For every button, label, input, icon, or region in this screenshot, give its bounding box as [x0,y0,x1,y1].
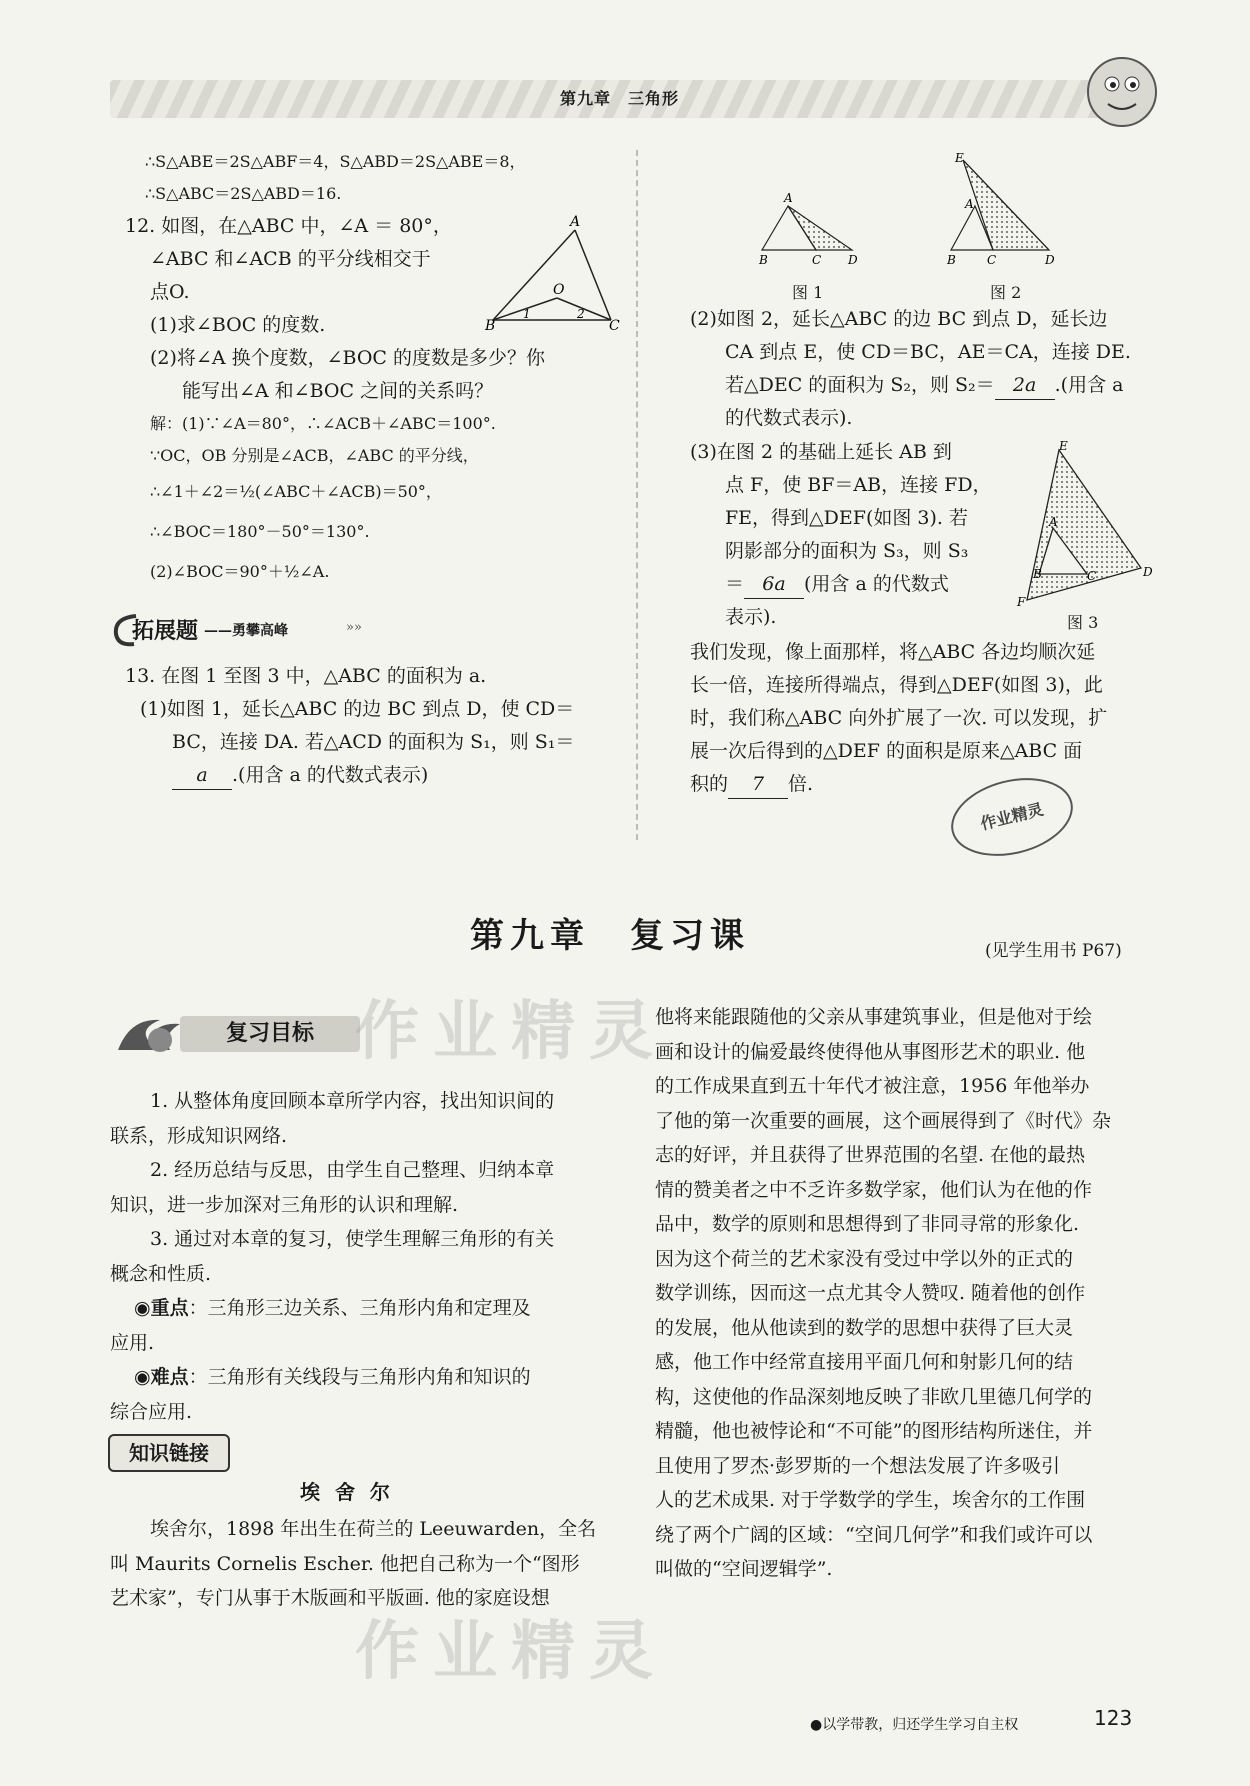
review-goals-list [110,1084,610,1429]
answer-line [690,770,813,799]
text-line: 的代数式表示). [725,407,853,429]
escher-text-right [655,1000,1155,1587]
column-divider [636,150,638,840]
svg-text:C: C [609,318,620,334]
svg-text:C: C [987,253,997,267]
chevrons-icon: »» [346,620,362,635]
svg-text:2: 2 [577,307,585,321]
svg-text:D: D [848,253,858,267]
figure-2-caption: 图 2 [990,283,1022,302]
text-line: 艺术家”，专门从事于木版画和平版画. 他的家庭设想 [110,1587,550,1609]
text-line: ∴S△ABE＝2S△ABF＝4，S△ABD＝2S△ABE＝8， [145,152,526,171]
text-line: 人的艺术成果. 对于学数学的学生，埃舍尔的工作围 [655,1489,1086,1511]
text-line: 积的 [690,773,729,795]
text-line: ∴S△ABC＝2S△ABD＝16. [145,184,342,203]
text-line: 的工作成果直到五十年代才被注意，1956 年他举办 [655,1075,1090,1097]
svg-text:C: C [1087,569,1097,583]
text-line: (3)在图 2 的基础上延长 AB 到 [690,441,952,463]
text-line: 展一次后得到的△DEF 的面积是原来△ABC 面 [690,740,1083,762]
text-line: 点 F，使 BF＝AB，连接 FD， [725,474,992,496]
figure-2 [945,150,1065,275]
text-line: 叫 Maurits Cornelis Escher. 他把自己称为一个“图形 [110,1552,580,1575]
extension-title: 拓展题 [132,619,199,644]
watermark: 作业精灵 [355,1614,667,1689]
text-line: 若△DEC 的面积为 S₂，则 S₂＝ [725,374,995,396]
svg-text:B: B [759,253,768,267]
text-line: .(用含 a [1054,374,1124,396]
figure-1-caption: 图 1 [792,283,824,302]
svg-text:D: D [1143,565,1153,579]
svg-text:E: E [1059,439,1068,453]
answer-blank: 6a [744,570,804,599]
text-line: (用含 a 的代数式 [804,573,949,595]
text-line: 感，他工作中经常直接用平面几何和射影几何的结 [655,1351,1074,1373]
text-line: ∠ABC 和∠ACB 的平分线相交于 [150,248,431,270]
text-line: BC，连接 DA. 若△ACD 的面积为 S₁，则 S₁＝ [172,731,575,753]
svg-text:F: F [1017,595,1026,609]
solution-line: 解：(1)∵∠A＝80°，∴∠ACB＋∠ABC＝100°. [150,414,496,433]
goal-item: 2. 经历总结与反思，由学生自己整理、归纳本章 [150,1159,555,1181]
text-line: 且使用了罗杰·彭罗斯的一个想法发展了许多吸引 [655,1454,1061,1477]
review-goals-banner [110,1010,360,1056]
student-book-ref: (见学生用书 P67) [985,941,1122,961]
goals-label: 复习目标 [180,1016,360,1052]
difficulty-text: ：三角形有关线段与三角形内角和知识的 [188,1366,531,1388]
text-line: 埃舍尔，1898 年出生在荷兰的 Leeuwarden，全名 [150,1518,597,1540]
extension-subtitle: ——勇攀高峰 [204,623,288,639]
answer-line [725,371,1123,400]
text-line: ＝ [725,573,745,595]
key-point-label: ◉重点 [134,1297,189,1319]
figure-3 [1015,439,1153,610]
text-line: 表示). [725,606,777,628]
figure-3-caption: 图 3 [1067,613,1099,632]
text-line: 倍. [788,773,814,795]
text-line: 长一倍，连接所得端点，得到△DEF(如图 3)，此 [690,674,1103,696]
text-line: 绕了两个广阔的区域：“空间几何学”和我们或许可以 [655,1523,1093,1546]
text-line: 数学训练，因而这一点尤其令人赞叹. 随着他的创作 [655,1282,1086,1304]
text-line: (2)如图 2，延长△ABC 的边 BC 到点 D，延长边 [690,308,1108,330]
question-12: 12. 如图，在△ABC 中，∠A ＝ 80°， [125,215,452,237]
text-line: .(用含 a 的代数式表示) [232,764,429,786]
review-title: 第九章 复习课 [470,916,750,956]
text-line: 品中，数学的原则和思想得到了非同寻常的形象化. [655,1213,1080,1235]
svg-text:B: B [947,253,956,267]
text-line: 阴影部分的面积为 S₃，则 S₃ [725,540,969,562]
extension-banner [106,610,386,650]
svg-text:C: C [812,253,822,267]
goal-item: 3. 通过对本章的复习，使学生理解三角形的有关 [150,1228,555,1250]
mascot-icon [1082,50,1162,130]
svg-text:B: B [485,318,496,334]
text-line: (1)求∠BOC 的度数. [150,314,326,336]
goal-item: 概念和性质. [110,1262,212,1285]
text-line: 时，我们称△ABC 向外扩展了一次. 可以发现，扩 [690,707,1108,729]
text-line: 我们发现，像上面那样，将△ABC 各边均顺次延 [690,641,1096,663]
knowledge-link-label: 知识链接 [108,1434,230,1472]
difficulty-label: ◉难点 [134,1366,189,1388]
solution-line: ∵OC，OB 分别是∠ACB，∠ABC 的平分线， [150,446,479,465]
figure-1 [752,190,862,275]
footer-slogan: ●以学带教，归还学生学习自主权 [810,1717,1019,1733]
answer-line [725,570,949,599]
svg-text:A: A [570,214,581,230]
answer-blank: 7 [728,770,788,799]
chapter-header: 第九章 三角形 [560,89,680,108]
svg-text:A: A [784,191,793,205]
text-line: 因为这个荷兰的艺术家没有受过中学以外的正式的 [655,1247,1074,1270]
escher-text-left [110,1512,615,1616]
text-line: (1)如图 1，延长△ABC 的边 BC 到点 D，使 CD＝ [140,698,575,720]
question-13: 13. 在图 1 至图 3 中，△ABC 的面积为 a. [125,665,487,687]
text-line: CA 到点 E，使 CD＝BC，AE＝CA，连接 DE. [725,341,1131,363]
text-line: 情的赞美者之中不乏许多数学家，他们认为在他的作 [655,1178,1093,1201]
svg-text:1: 1 [523,307,531,321]
text-line: 画和设计的偏爱最终使得他从事图形艺术的职业. 他 [655,1040,1086,1063]
solution-line: ∴∠1＋∠2＝½(∠ABC＋∠ACB)＝50°， [150,482,442,501]
triangle-figure-q12 [485,212,620,334]
text-line: (2)将∠A 换个度数，∠BOC 的度数是多少？你 [150,347,545,369]
watermark: 作业精灵 [355,994,667,1069]
text-line: 精髓，他也被悖论和“不可能”的图形结构所迷住，并 [655,1420,1093,1442]
svg-text:O: O [553,282,565,298]
escher-title: 埃 舍 尔 [300,1480,394,1504]
svg-text:B: B [1033,567,1042,581]
answer-blank: 2a [995,371,1055,400]
answer-line [172,761,428,790]
goal-item: 联系，形成知识网络. [110,1124,288,1147]
text-line: 构，这使他的作品深刻地反映了非欧几里德几何学的 [655,1385,1093,1408]
svg-text:D: D [1045,253,1055,267]
page-number: 123 [1094,1706,1133,1730]
text-line: 了他的第一次重要的画展，这个画展得到了《时代》杂 [655,1109,1112,1132]
key-point-text: ：三角形三边关系、三角形内角和定理及 [188,1297,531,1319]
solution-line: (2)∠BOC＝90°＋½∠A. [150,562,330,581]
goal-item: 知识，进一步加深对三角形的认识和理解. [110,1193,459,1216]
svg-text:E: E [955,151,964,165]
text-line: 的发展，他从他读到的数学的思想中获得了巨大灵 [655,1316,1074,1339]
text-line: 他将来能跟随他的父亲从事建筑事业，但是他对于绘 [655,1006,1093,1028]
text-line: FE，得到△DEF(如图 3). 若 [725,507,968,529]
difficulty-text: 综合应用. [110,1400,193,1423]
key-point-text: 应用. [110,1331,155,1354]
answer-blank: a [172,761,232,790]
text-line: 点O. [150,281,190,303]
text-line: 能写出∠A 和∠BOC 之间的关系吗？ [182,380,494,402]
solution-line: ∴∠BOC＝180°－50°＝130°. [150,522,370,541]
text-line: 志的好评，并且获得了世界范围的名望. 在他的最热 [655,1144,1086,1166]
homework-stamp: 作业精灵 [943,766,1081,868]
text-line: 叫做的“空间逻辑学”. [655,1558,833,1580]
svg-text:A: A [965,197,974,211]
svg-text:A: A [1049,515,1058,529]
goal-item: 1. 从整体角度回顾本章所学内容，找出知识间的 [150,1090,555,1112]
